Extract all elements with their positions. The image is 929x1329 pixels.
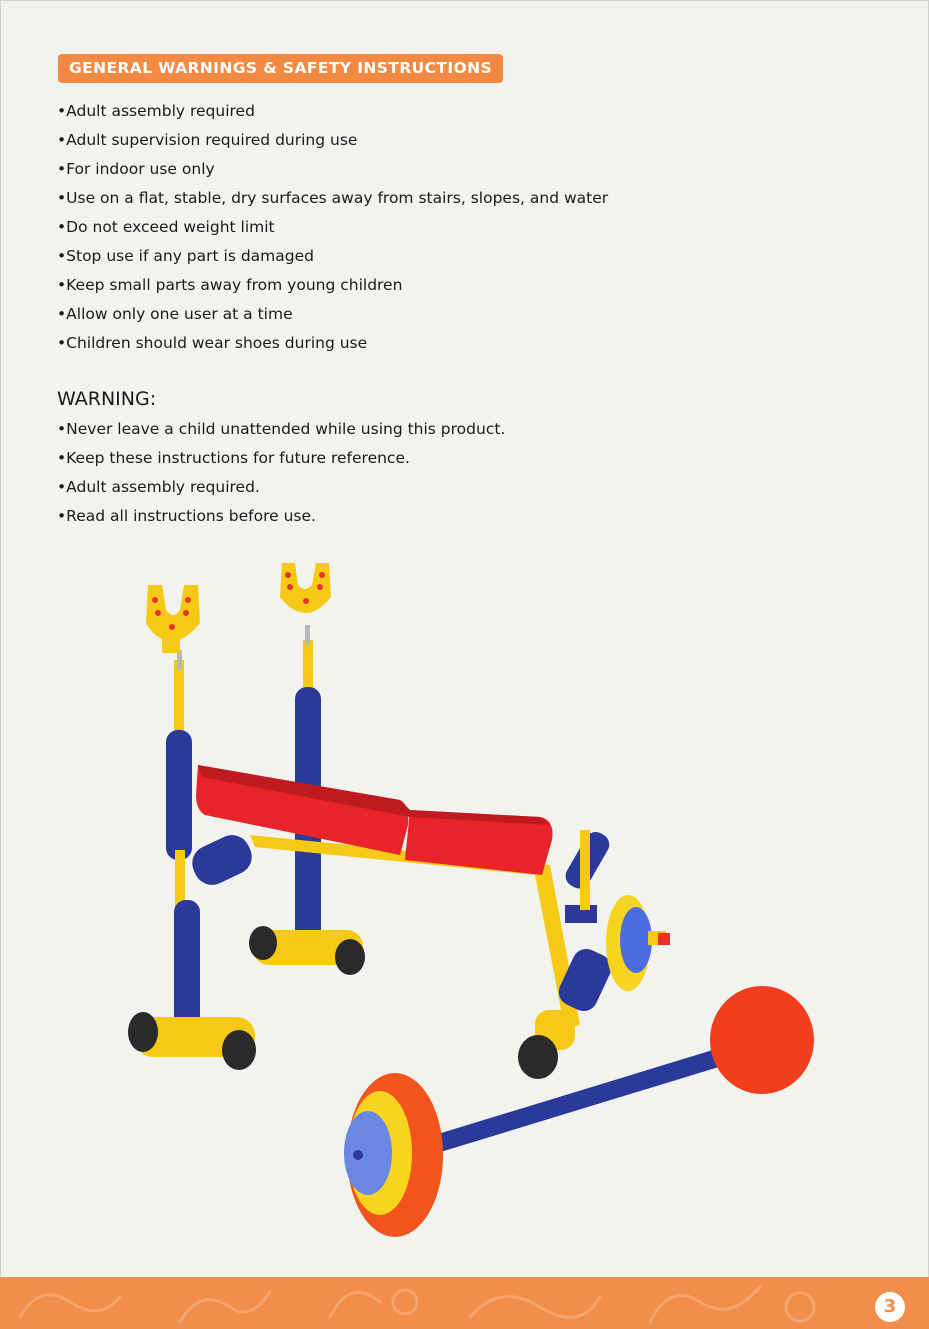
list-item: • Do not exceed weight limit (57, 213, 608, 242)
list-item: • Use on a flat, stable, dry surfaces away from stairs, slopes, and water (57, 184, 608, 213)
warnings-list (57, 415, 505, 531)
list-item: • Read all instructions before use. (57, 502, 505, 531)
list-item: • Adult assembly required (57, 97, 608, 126)
warning-heading: WARNING: (57, 388, 157, 410)
list-item: • Adult supervision required during use (57, 126, 608, 155)
list-item: • Adult assembly required. (57, 473, 505, 502)
page-footer (0, 1277, 929, 1329)
swirl-pattern-icon (0, 1277, 929, 1329)
list-item: • Allow only one user at a time (57, 300, 608, 329)
list-item: • Children should wear shoes during use (57, 329, 608, 358)
list-item: • Keep small parts away from young children (57, 271, 608, 300)
list-item: • Stop use if any part is damaged (57, 242, 608, 271)
list-item: • For indoor use only (57, 155, 608, 184)
section-title-banner: GENERAL WARNINGS & SAFETY INSTRUCTIONS (58, 54, 503, 83)
weight-bench-product-image (110, 555, 830, 1245)
list-item: • Never leave a child unattended while using this product. (57, 415, 505, 444)
list-item: • Keep these instructions for future reference. (57, 444, 505, 473)
general-warnings-list (57, 97, 608, 358)
page-number-badge: 3 (875, 1292, 905, 1322)
